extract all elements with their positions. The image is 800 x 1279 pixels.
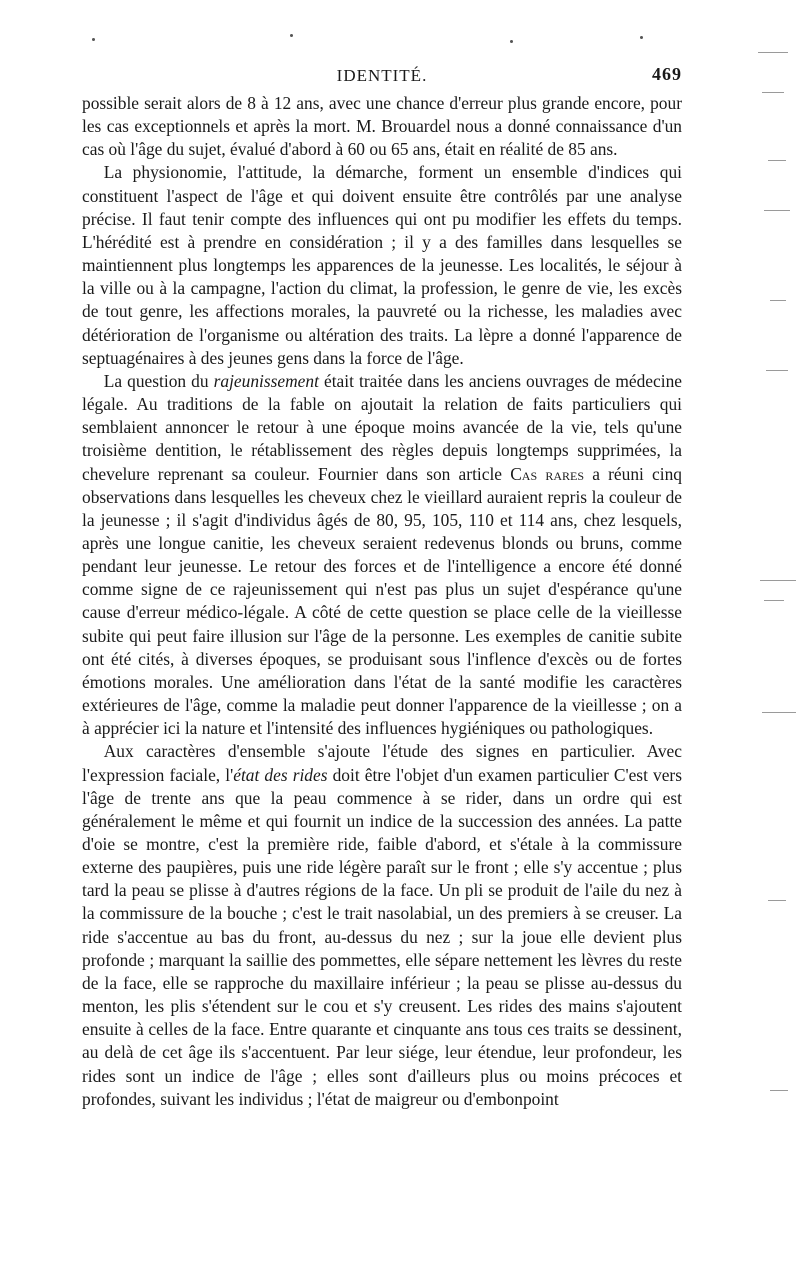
paragraph-rajeunissement: [82, 370, 682, 741]
book-page: [82, 62, 682, 1111]
paragraph-continued: possible serait alors de 8 à 12 ans, avec une chance d'erreur plus grande encore, pour les cas exceptionnels et après la mort. M. Brouardel nous a donné connaissance d'un cas où l'âge du sujet, évalué d'abord à 60 ou 65 ans, était en réalité de 85 ans.: [82, 93, 682, 160]
scan-noise: [80, 28, 780, 48]
small-caps-reference: Cas rares: [510, 463, 585, 484]
emphasis-term: rajeunissement: [213, 370, 319, 391]
paragraph-text: était traitée dans les anciens ouvrages de médecine légale. Au traditions de la fable on ajoutait la relation de faits particuliers qui semblaient annoncer le retour à une époque moins avancée de la vie, tels qu'une troisième dentition, le rétablissement des règles depuis longtemps supprimées, la chevelure reprenant sa couleur. Fournier dans son article: [82, 370, 682, 484]
paragraph-rides: [82, 740, 682, 1111]
page-number: 469: [652, 64, 682, 84]
running-title: IDENTITÉ.: [336, 66, 428, 85]
body-text: [82, 92, 682, 1111]
paragraph-text: Aux caractères d'ensemble s'ajoute l'étude des signes en particulier. Avec l'expression faciale, l': [82, 741, 682, 785]
paragraph-text: doit être l'objet d'un examen particulier C'est vers l'âge de trente ans que la peau commence à se rider, dans un ordre qui est généralement le même et qui fournit un indice de la succession des années. La patte d'oie se montre, c'est la première ride, faible d'abord, et s'étale à la commissure externe des paupières, puis une ride légère paraît sur le front ; elle s'y accentue ; plus tard la peau se plisse à d'autres régions de la face. Un pli se produit de l'aile du nez à la commissure de la bouche ; c'est le trait nasolabial, un des premiers à se creuser. La ride s'accentue au bas du front, au-dessus du nez ; sur la joue elle devient plus profonde ; marquant la saillie des pommettes, elle sépare nettement les lèvres du reste de la face, elle se rapproche du maxillaire inférieur ; la peau se plisse au-dessus du menton, les plis s'étendent sur le cou et s'y creusent. Les rides des mains s'ajoutent ensuite à celles de la face. Entre quarante et cinquante ans tous ces traits se dessinent, au delà de cet âge ils s'accentuent. Par leur siége, leur étendue, leur profondeur, les rides sont un indice de l'âge ; elles sont d'ailleurs plus ou moins précoces et profondes, suivant les individus ; l'état de maigreur ou d'embonpoint: [82, 764, 682, 1109]
paragraph-text: La question du: [103, 370, 214, 391]
running-head: [82, 62, 682, 92]
paragraph-physionomie: La physionomie, l'attitude, la démarche, forment un ensemble d'indices qui constituent l'aspect de l'âge et qui doivent ensuite être contrôlés par une analyse précise. Il faut tenir compte des influences qui ont pu modifier les effets du temps. L'hérédité est à prendre en considération ; il y a des familles dans lesquelles se maintiennent plus longtemps les apparences de la jeunesse. Les localités, le séjour à la ville ou à la campagne, l'action du climat, la profession, le genre de vie, les excès de tout genre, les affections morales, la pauvreté ou la richesse, les maladies avec détérioration de l'organisme ou altération des traits. La lèpre a donné l'apparence de septuagénaires à des jeunes gens dans la force de l'âge.: [82, 162, 682, 368]
paragraph-text: a réuni cinq observations dans lesquelles les cheveux chez le vieillard auraient repris la couleur de la jeunesse ; il s'agit d'individus âgés de 80, 95, 105, 110 et 114 ans, chez lesquels, après une longue canitie, les cheveux seraient redevenus blonds ou bruns, comme pendant leur jeunesse. Le retour des forces et de l'intelligence a encore été donné comme signe de ce rajeunissement qui n'est pas plus un sujet d'espérance qu'une cause d'erreur médico-légale. A côté de cette question se place celle de la vieillesse subite qui peut faire illusion sur l'âge de la personne. Les exemples de canitie subite ont été cités, à diverses époques, se produisant sous l'inflence d'excès ou de fortes émotions morales. Une amélioration dans l'état de la santé modifie les caractères extérieures de l'âge, comme la maladie peut donner l'apparence de la vieillesse ; on a à apprécier ici la nature et l'intensité des influences hygiéniques ou pathologiques.: [82, 463, 682, 739]
right-margin-scan-marks: [740, 0, 800, 1279]
emphasis-term: état des rides: [233, 764, 328, 785]
